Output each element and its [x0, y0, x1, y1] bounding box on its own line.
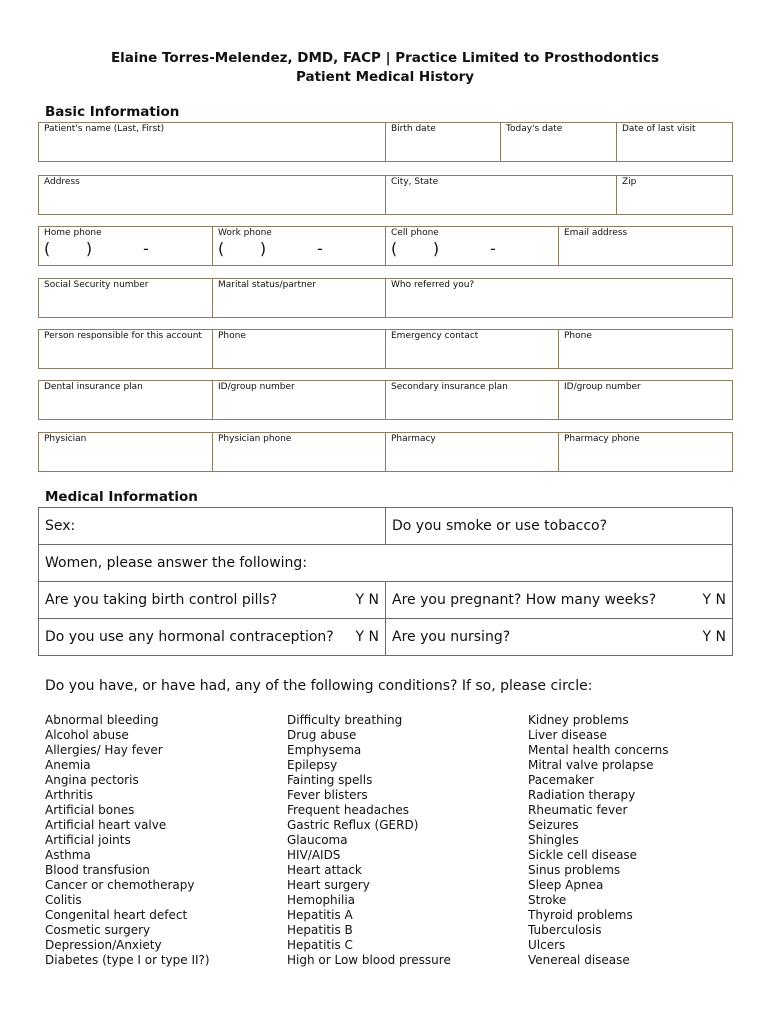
- pregnant-question[interactable]: Are you pregnant? How many weeks? Y N: [386, 582, 733, 619]
- zip-field[interactable]: Zip: [617, 176, 733, 215]
- condition-item[interactable]: Artificial joints: [45, 833, 131, 847]
- condition-item[interactable]: HIV/AIDS: [287, 848, 341, 862]
- row-patient: [38, 122, 733, 162]
- last-visit-field[interactable]: Date of last visit: [617, 123, 733, 162]
- nursing-yn[interactable]: Y N: [702, 629, 726, 645]
- nursing-question[interactable]: Are you nursing? Y N: [386, 619, 733, 656]
- condition-item[interactable]: Blood transfusion: [45, 863, 150, 877]
- condition-item[interactable]: Angina pectoris: [45, 773, 139, 787]
- todays-date-field[interactable]: Today's date: [501, 123, 617, 162]
- condition-item[interactable]: Fever blisters: [287, 788, 368, 802]
- condition-item[interactable]: Arthritis: [45, 788, 94, 802]
- condition-item[interactable]: Asthma: [45, 848, 91, 862]
- condition-item[interactable]: Shingles: [528, 833, 579, 847]
- condition-item[interactable]: Anemia: [45, 758, 91, 772]
- condition-item[interactable]: Epilepsy: [287, 758, 338, 772]
- condition-item[interactable]: Frequent headaches: [287, 803, 409, 817]
- hormonal-yn[interactable]: Y N: [355, 629, 379, 645]
- physician-field[interactable]: Physician: [39, 433, 213, 472]
- referred-field[interactable]: Who referred you?: [386, 279, 733, 318]
- patient-name-field[interactable]: Patient's name (Last, First): [39, 123, 386, 162]
- condition-item[interactable]: Hemophilia: [287, 893, 356, 907]
- row-address: [38, 175, 733, 215]
- pharmacy-field[interactable]: Pharmacy: [386, 433, 559, 472]
- condition-item[interactable]: Difficulty breathing: [287, 713, 403, 727]
- pregnant-yn[interactable]: Y N: [702, 592, 726, 608]
- emergency-phone-field[interactable]: Phone: [559, 330, 733, 369]
- practice-name: Elaine Torres-Melendez, DMD, FACP | Practice Limited to Prosthodontics: [110, 50, 660, 66]
- row-insurance: [38, 380, 733, 420]
- home-phone-mask: ( ) -: [44, 239, 149, 258]
- women-heading: Women, please answer the following:: [39, 545, 733, 582]
- conditions-col-2: [287, 713, 451, 968]
- condition-item[interactable]: Heart surgery: [287, 878, 370, 892]
- condition-item[interactable]: Drug abuse: [287, 728, 357, 742]
- responsible-phone-field[interactable]: Phone: [213, 330, 386, 369]
- birth-control-yn[interactable]: Y N: [355, 592, 379, 608]
- condition-item[interactable]: Depression/Anxiety: [45, 938, 162, 952]
- condition-item[interactable]: Heart attack: [287, 863, 362, 877]
- condition-item[interactable]: Liver disease: [528, 728, 607, 742]
- condition-item[interactable]: Radiation therapy: [528, 788, 636, 802]
- condition-item[interactable]: Venereal disease: [528, 953, 630, 967]
- birth-control-question[interactable]: Are you taking birth control pills? Y N: [39, 582, 386, 619]
- condition-item[interactable]: Seizures: [528, 818, 579, 832]
- cell-phone-field[interactable]: Cell phone ( ) -: [386, 227, 559, 266]
- condition-item[interactable]: Congenital heart defect: [45, 908, 188, 922]
- secondary-id-group-field[interactable]: ID/group number: [559, 381, 733, 420]
- condition-item[interactable]: Alcohol abuse: [45, 728, 129, 742]
- condition-item[interactable]: Hepatitis B: [287, 923, 353, 937]
- condition-item[interactable]: Mental health concerns: [528, 743, 669, 757]
- dental-insurance-field[interactable]: Dental insurance plan: [39, 381, 213, 420]
- condition-item[interactable]: Sleep Apnea: [528, 878, 604, 892]
- medical-info-heading: Medical Information: [45, 489, 198, 505]
- condition-item[interactable]: Cancer or chemotherapy: [45, 878, 195, 892]
- medical-table: [38, 507, 733, 656]
- form-title: Patient Medical History: [295, 69, 475, 85]
- condition-item[interactable]: Cosmetic surgery: [45, 923, 151, 937]
- condition-item[interactable]: Fainting spells: [287, 773, 373, 787]
- work-phone-field[interactable]: Work phone ( ) -: [213, 227, 386, 266]
- responsible-field[interactable]: Person responsible for this account: [39, 330, 213, 369]
- condition-item[interactable]: Rheumatic fever: [528, 803, 628, 817]
- condition-item[interactable]: Kidney problems: [528, 713, 629, 727]
- sex-field[interactable]: Sex:: [39, 508, 386, 545]
- row-responsible: [38, 329, 733, 369]
- address-field[interactable]: Address: [39, 176, 386, 215]
- pharmacy-phone-field[interactable]: Pharmacy phone: [559, 433, 733, 472]
- condition-item[interactable]: Thyroid problems: [528, 908, 633, 922]
- condition-item[interactable]: Artificial heart valve: [45, 818, 167, 832]
- row-ssn: [38, 278, 733, 318]
- basic-info-heading: Basic Information: [45, 104, 180, 120]
- email-field[interactable]: Email address: [559, 227, 733, 266]
- row-phones: [38, 226, 733, 266]
- condition-item[interactable]: Sinus problems: [528, 863, 621, 877]
- condition-item[interactable]: Allergies/ Hay fever: [45, 743, 163, 757]
- ssn-field[interactable]: Social Security number: [39, 279, 213, 318]
- condition-item[interactable]: Artificial bones: [45, 803, 135, 817]
- condition-item[interactable]: High or Low blood pressure: [287, 953, 451, 967]
- id-group-field[interactable]: ID/group number: [213, 381, 386, 420]
- condition-item[interactable]: Abnormal bleeding: [45, 713, 159, 727]
- condition-item[interactable]: Hepatitis A: [287, 908, 353, 922]
- emergency-contact-field[interactable]: Emergency contact: [386, 330, 559, 369]
- condition-item[interactable]: Gastric Reflux (GERD): [287, 818, 419, 832]
- birth-date-field[interactable]: Birth date: [386, 123, 501, 162]
- condition-item[interactable]: Stroke: [528, 893, 567, 907]
- conditions-prompt: Do you have, or have had, any of the following conditions? If so, please circle:: [45, 678, 593, 694]
- condition-item[interactable]: Ulcers: [528, 938, 566, 952]
- condition-item[interactable]: Emphysema: [287, 743, 362, 757]
- conditions-col-1: [45, 713, 210, 968]
- marital-field[interactable]: Marital status/partner: [213, 279, 386, 318]
- condition-item[interactable]: Tuberculosis: [528, 923, 602, 937]
- cell-phone-mask: ( ) -: [391, 239, 496, 258]
- condition-item[interactable]: Hepatitis C: [287, 938, 353, 952]
- work-phone-mask: ( ) -: [218, 239, 323, 258]
- condition-item[interactable]: Pacemaker: [528, 773, 594, 787]
- row-physician: [38, 432, 733, 472]
- condition-item[interactable]: Diabetes (type I or type II?): [45, 953, 210, 967]
- secondary-insurance-field[interactable]: Secondary insurance plan: [386, 381, 559, 420]
- city-state-field[interactable]: City, State: [386, 176, 617, 215]
- condition-item[interactable]: Colitis: [45, 893, 82, 907]
- physician-phone-field[interactable]: Physician phone: [213, 433, 386, 472]
- conditions-col-3: [528, 713, 668, 968]
- condition-item[interactable]: Mitral valve prolapse: [528, 758, 654, 772]
- condition-item[interactable]: Sickle cell disease: [528, 848, 638, 862]
- condition-item[interactable]: Glaucoma: [287, 833, 348, 847]
- home-phone-field[interactable]: Home phone ( ) -: [39, 227, 213, 266]
- tobacco-field[interactable]: Do you smoke or use tobacco?: [386, 508, 733, 545]
- hormonal-question[interactable]: Do you use any hormonal contraception? Y N: [39, 619, 386, 656]
